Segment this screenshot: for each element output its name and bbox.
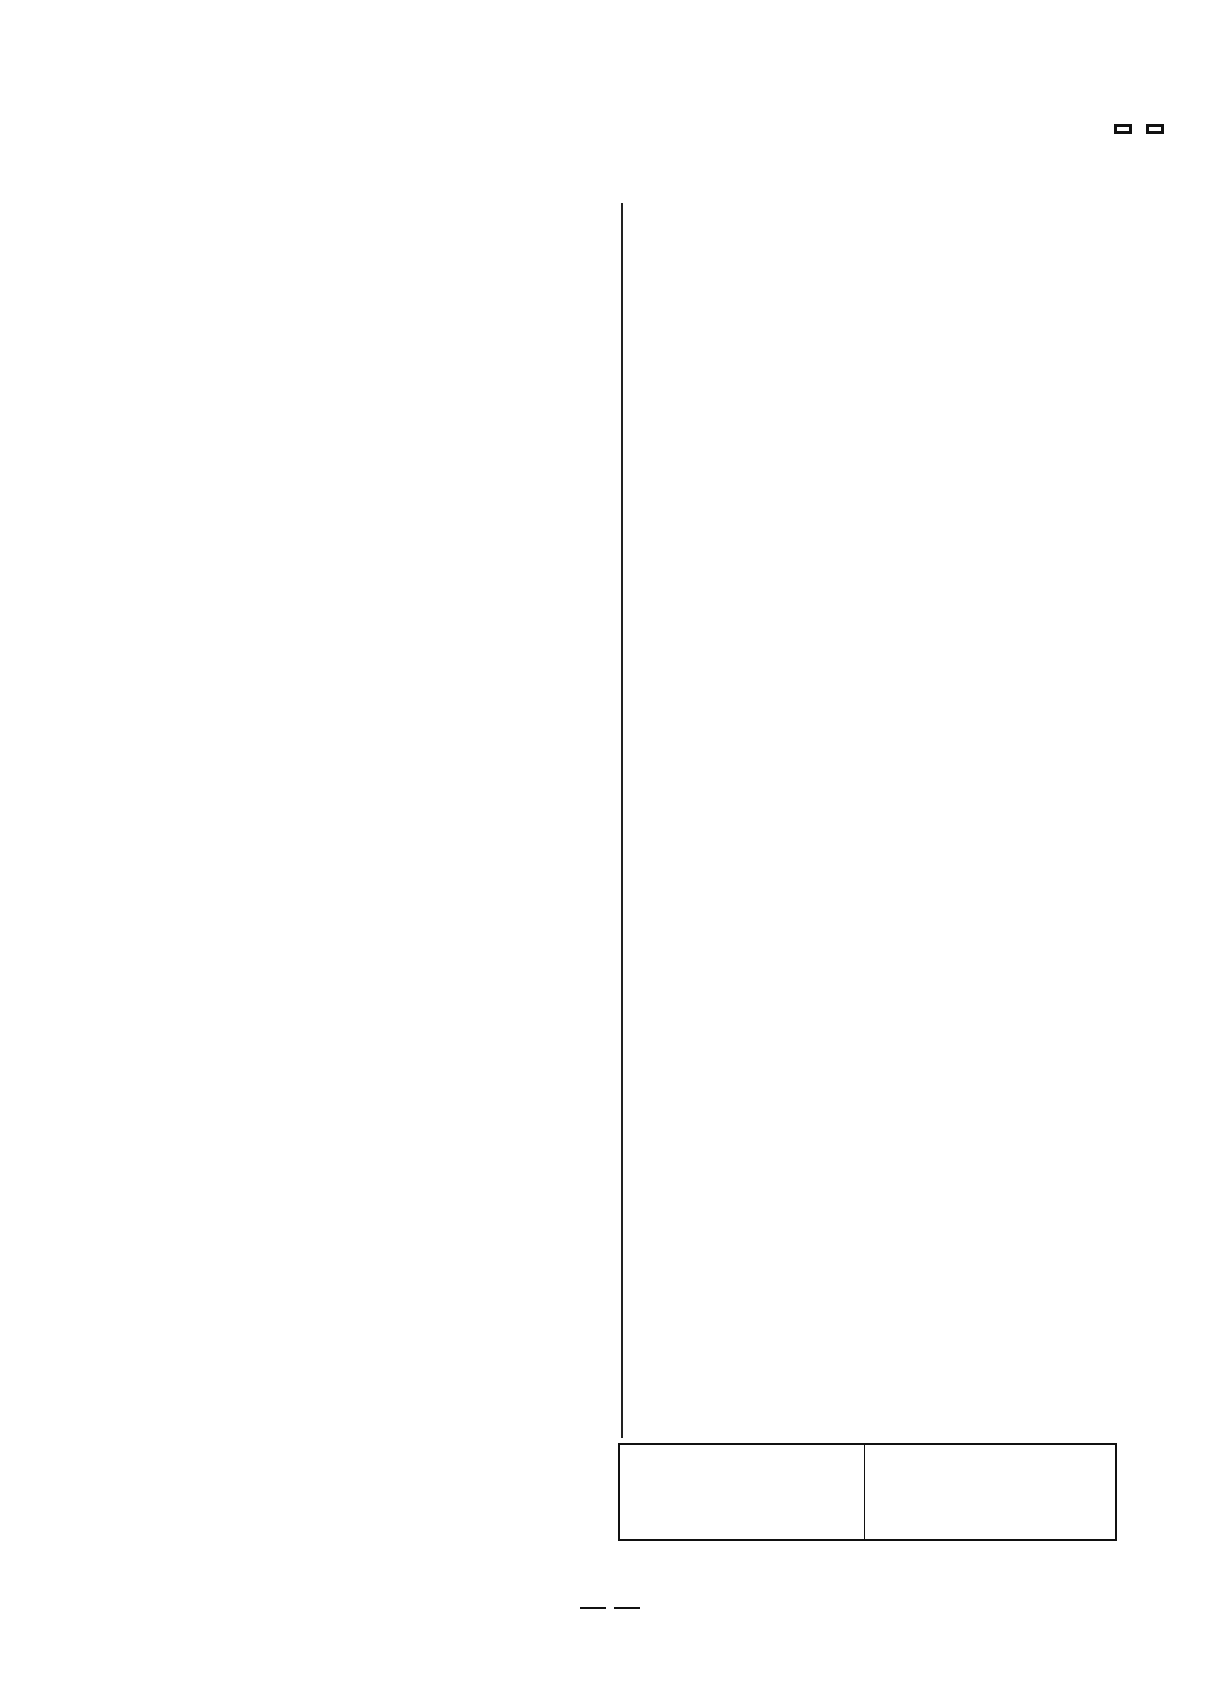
page-dash-left (580, 1607, 606, 1609)
page-dash-right (614, 1607, 640, 1609)
board-row (0, 382, 1219, 402)
page-number (0, 1594, 1219, 1620)
safety-notice-english (620, 1445, 865, 1539)
list-item (0, 859, 1219, 879)
section-header (1114, 124, 1164, 134)
header-main (1114, 124, 1132, 134)
board-note-row (0, 423, 1219, 443)
list-item (0, 1348, 620, 1368)
list-item (0, 1261, 1219, 1281)
safety-notice-french (865, 1445, 1115, 1539)
safety-notice (618, 1443, 1117, 1541)
header-microphone (1146, 124, 1164, 134)
list-item (0, 779, 1219, 799)
